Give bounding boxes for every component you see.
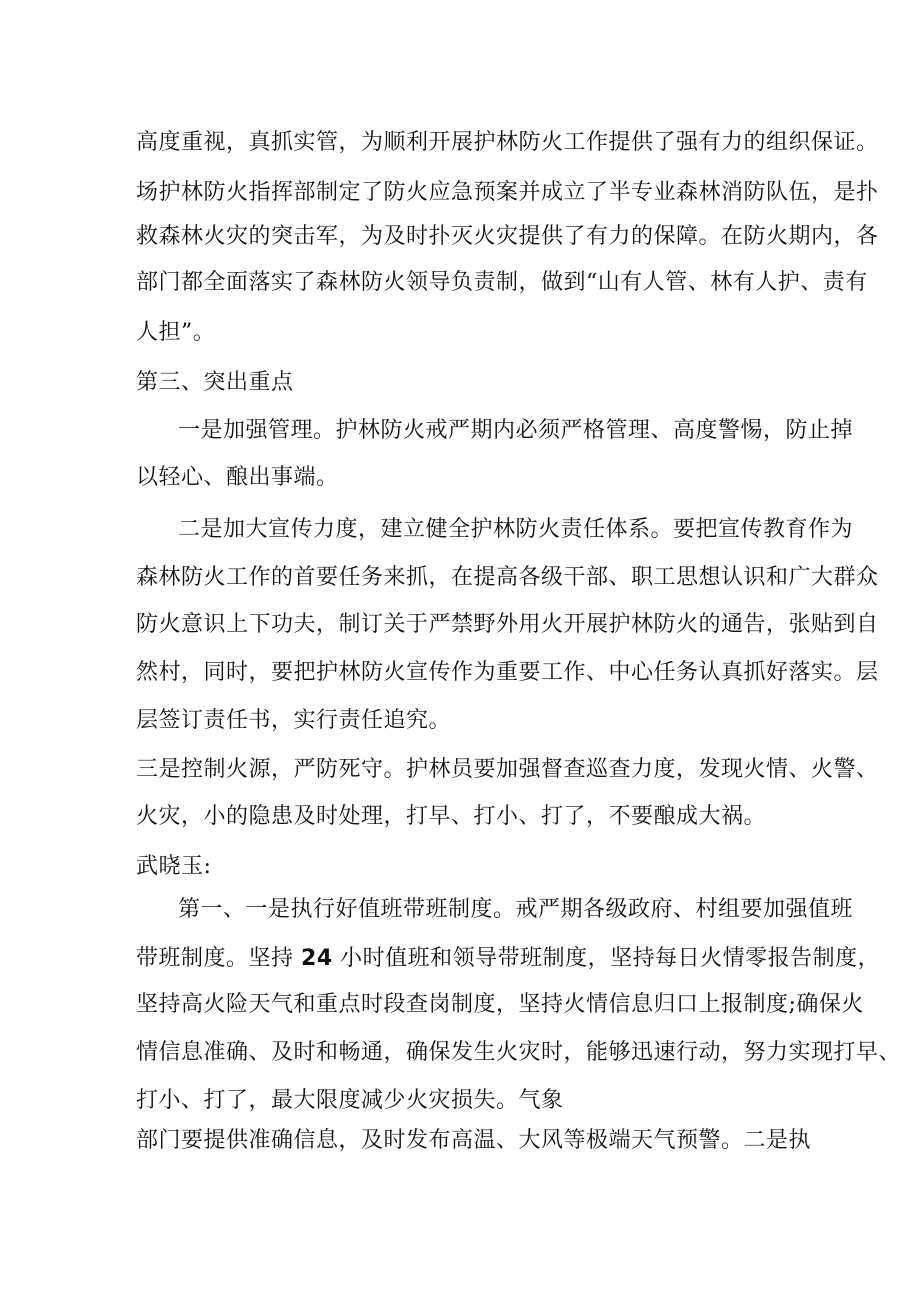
paragraph-line: 场护林防火指挥部制定了防火应急预案并成立了半专业森林消防队伍，是扑 bbox=[136, 180, 879, 205]
paragraph-line: 部门都全面落实了森林防火领导负责制，做到“山有人管、林有人护、责有 bbox=[136, 270, 868, 295]
paragraph-line: 三是控制火源，严防死守。护林员要加强督查巡查力度，发现火情、火警、 bbox=[136, 757, 879, 782]
paragraph-line: 防火意识上下功夫，制订关于严禁野外用火开展护林防火的通告，张贴到自 bbox=[136, 612, 879, 637]
paragraph-line: 第一、一是执行好值班带班制度。戒严期各级政府、村组要加强值班 bbox=[178, 897, 854, 922]
paragraph-line: 救森林火灾的突击军，为及时扑灭火灾提供了有力的保障。在防火期内，各 bbox=[136, 224, 879, 249]
line-segment: 小时值班和领导带班制度，坚持每日火情零报告制度， bbox=[340, 946, 881, 971]
paragraph-line: 层签订责任书，实行责任追究。 bbox=[136, 708, 452, 733]
paragraph-line: 情信息准确、及时和畅通，确保发生火灾时，能够迅速行动，努力实现打早、 bbox=[136, 1040, 902, 1065]
paragraph-line bbox=[136, 944, 880, 974]
paragraph-line: 部门要提供准确信息，及时发布高温、大风等极端天气预警。二是执 bbox=[136, 1128, 812, 1153]
line-segment: 带班制度。坚持 bbox=[136, 946, 294, 971]
paragraph-line: 打小、打了，最大限度减少火灾损失。气象 bbox=[136, 1088, 564, 1113]
paragraph-line: 火灾，小的隐患及时处理，打早、打小、打了，不要酿成大祸。 bbox=[136, 804, 767, 829]
section-heading: 第三、突出重点 bbox=[136, 370, 294, 395]
paragraph-line: 森林防火工作的首要任务来抓，在提高各级干部、职工思想认识和广大群众 bbox=[136, 565, 879, 590]
paragraph-line: 高度重视，真抓实管，为顺利开展护林防火工作提供了强有力的组织保证。 bbox=[136, 130, 879, 155]
bold-number: 24 bbox=[301, 946, 333, 971]
paragraph-line: 坚持高火险天气和重点时段查岗制度，坚持火情信息归口上报制度;确保火 bbox=[136, 992, 864, 1017]
paragraph-line: 然村，同时，要把护林防火宣传作为重要工作、中心任务认真抓好落实。层 bbox=[136, 660, 879, 685]
paragraph-line: 人担”。 bbox=[136, 320, 216, 345]
speaker-label: 武晓玉: bbox=[136, 854, 212, 879]
paragraph-line: 二是加大宣传力度，建立健全护林防火责任体系。要把宣传教育作为 bbox=[178, 517, 854, 542]
paragraph-line: 一是加强管理。护林防火戒严期内必须严格管理、高度警惕，防止掉 bbox=[178, 418, 854, 443]
paragraph-line: 以轻心、酿出事端。 bbox=[136, 465, 339, 490]
